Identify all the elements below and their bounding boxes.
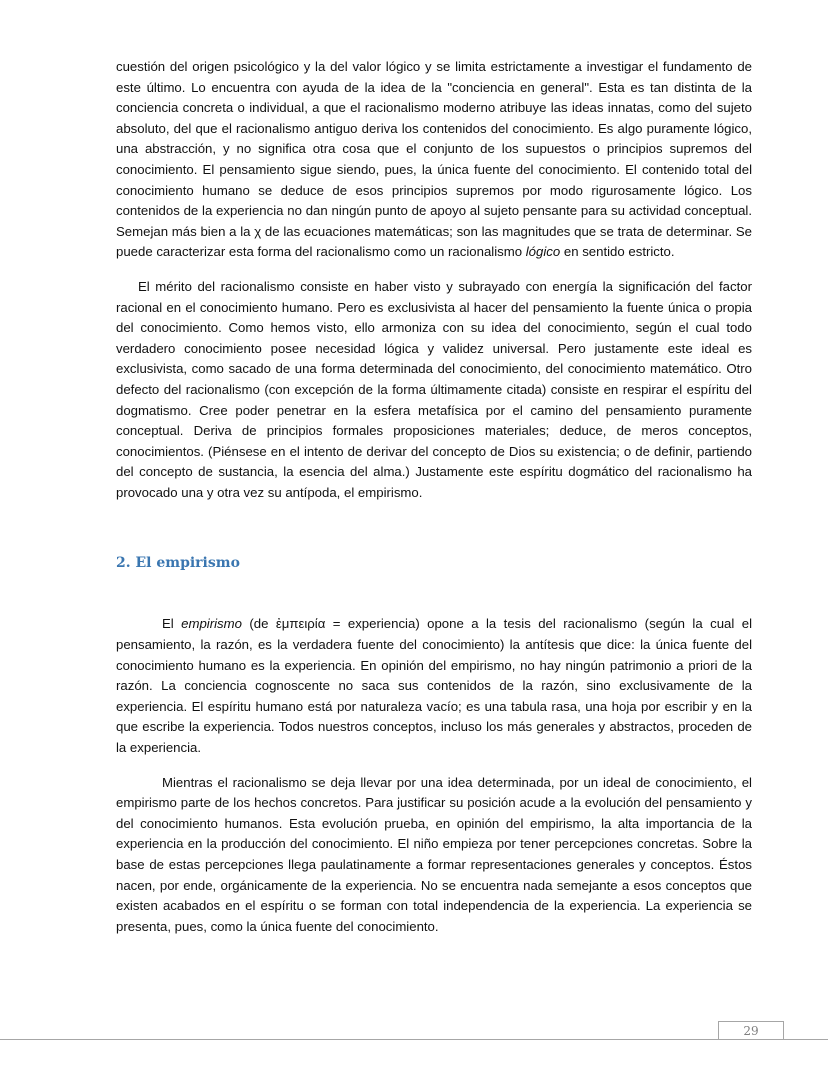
paragraph-text-end: en sentido estricto. <box>560 244 675 260</box>
paragraph-text: cuestión del origen psicológico y la del valor lógico y se limita estrictamente a investigar el fundamento de este último. Lo encuentra con ayuda de la idea de la "conciencia en general". Esta es tan distinta de la conciencia concreta o individual, a que el racionalismo moderno atribuye las ideas innatas, como del sujeto absoluto, del que el racionalismo antiguo deriva los contenidos del conocimiento. Es algo puramente lógico, una abstracción, y no significa otra cosa que el conjunto de los supuestos o principios supremos del conocimiento. El pensamiento sigue siendo, pues, la única fuente del conocimiento. El contenido total del conocimiento humano se deduce de esos principios supremos por modo rigurosamente lógico. Los contenidos de la experiencia no dan ningún punto de apoyo al sujeto pensante para su actividad conceptual. Semejan más bien a la χ de las ecuaciones matemáticas; son las magnitudes que se trata de determinar. Se puede caracterizar esta forma del racionalismo como un racionalismo <box>116 59 752 260</box>
emphasized-word: empirismo <box>181 616 242 632</box>
footer-rule <box>0 1039 828 1040</box>
page-number-box <box>718 1021 784 1039</box>
paragraph-text: (de ἐμπειρία = experiencia) opone a la tesis del racionalismo (según la cual el pensamiento, la razón, es la verdadera fuente del conocimiento) la antítesis que dice: la única fuente del conocimiento humano es la experiencia. En opinión del empirismo, no hay ningún patrimonio a priori de la razón. La conciencia cognoscente no saca sus contenidos de la razón, sino exclusivamente de la experiencia. El espíritu humano está por naturaleza vacío; es una tabula rasa, una hoja por escribir y en la que escribe la experiencia. Todos nuestros conceptos, incluso los más generales y abstractos, proceden de la experiencia. <box>116 616 752 756</box>
emphasized-word: lógico <box>525 244 561 260</box>
section-heading: 2. El empirismo <box>116 555 240 572</box>
paragraph-text-start: El <box>162 616 182 632</box>
paragraph <box>116 57 752 263</box>
page-number: 29 <box>743 1024 759 1038</box>
paragraph <box>116 614 752 758</box>
paragraph: El mérito del racionalismo consiste en haber visto y subrayado con energía la significación del factor racional en el conocimiento humano. Pero es exclusivista al hacer del pensamiento la fuente única o propia del conocimiento. Como hemos visto, ello armoniza con su idea del conocimiento, según el cual todo verdadero conocimiento posee necesidad lógica y validez universal. Pero justamente este ideal es exclusivista, como sacado de una forma determinada del conocimiento, del conocimiento matemático. Otro defecto del racionalismo (con excepción de la forma últimamente citada) consiste en respirar el espíritu del dogmatismo. Cree poder penetrar en la esfera metafísica por el camino del pensamiento puramente conceptual. Deriva de principios formales proposiciones materiales; deduce, de meros conceptos, conocimientos. (Piénsese en el intento de derivar del concepto de Dios su existencia; o de definir, partiendo del concepto de sustancia, la esencia del alma.) Justamente este espíritu dogmático del racionalismo ha provocado una y otra vez su antípoda, el empirismo. <box>116 278 752 500</box>
page-content <box>116 57 752 937</box>
paragraph: Mientras el racionalismo se deja llevar por una idea determinada, por un ideal de conocimiento, el empirismo parte de los hechos concretos. Para justificar su posición acude a la evolución del pensamiento y del conocimiento humanos. Esta evolución prueba, en opinión del empirismo, la alta importancia de la experiencia en la producción del conocimiento. El niño empieza por tener percepciones concretas. Sobre la base de estas percepciones llega paulatinamente a formar representaciones generales y conceptos. Éstos nacen, por ende, orgánicamente de la experiencia. No se encuentra nada semejante a esos conceptos que existen acabados en el espíritu o se forman con total independencia de la experiencia. La experiencia se presenta, pues, como la única fuente del conocimiento. <box>116 774 752 934</box>
